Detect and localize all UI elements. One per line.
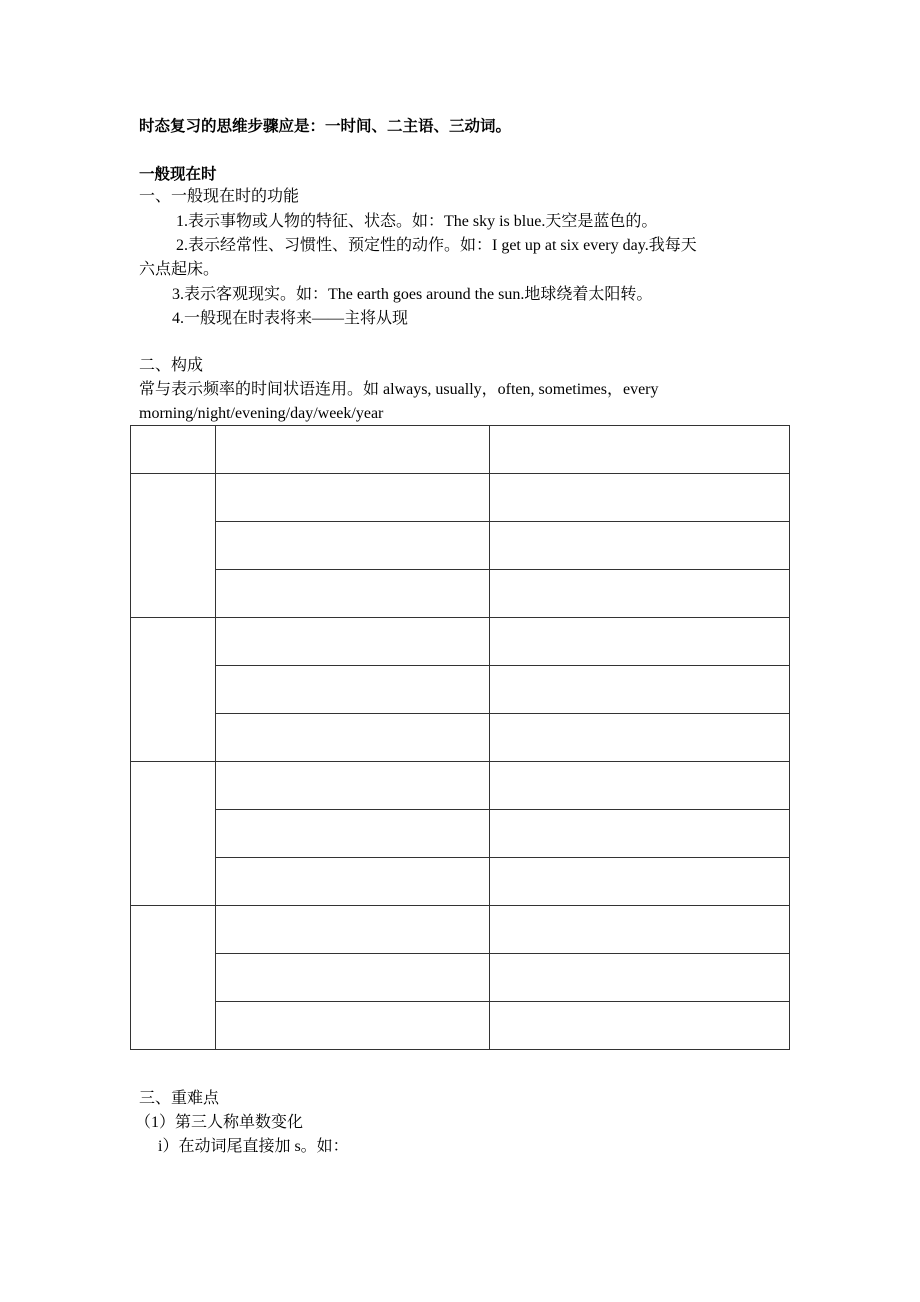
table-row <box>131 666 790 714</box>
part2-heading: 二、构成 <box>139 357 204 374</box>
table-cell <box>216 618 490 666</box>
part3-sub1-i: i）在动词尾直接加 s。如： <box>158 1138 349 1155</box>
table-cell <box>490 1002 790 1050</box>
table-cell <box>490 522 790 570</box>
part2-text-line2: morning/night/evening/day/week/year <box>139 405 384 422</box>
table-cell <box>216 762 490 810</box>
table-cell-group <box>131 618 216 762</box>
table-cell <box>490 954 790 1002</box>
table-row <box>131 474 790 522</box>
table-cell <box>490 858 790 906</box>
table-row <box>131 906 790 954</box>
table-cell <box>216 714 490 762</box>
part1-heading: 一、一般现在时的功能 <box>139 188 300 205</box>
part1-item-2: 2.表示经常性、习惯性、预定性的动作。如：I get up at six every day.我每天 <box>176 237 697 254</box>
table-row <box>131 858 790 906</box>
page-title: 时态复习的思维步骤应是：一时间、二主语、三动词。 <box>139 117 512 135</box>
table-row <box>131 522 790 570</box>
table-cell-group <box>131 474 216 618</box>
table-cell <box>490 570 790 618</box>
table-cell <box>216 906 490 954</box>
table-row <box>131 954 790 1002</box>
table-cell <box>216 474 490 522</box>
table-row <box>131 426 790 474</box>
table-cell-group <box>131 762 216 906</box>
table-cell <box>216 858 490 906</box>
part3-heading: 三、重难点 <box>139 1090 220 1107</box>
table-row <box>131 714 790 762</box>
table-cell-group <box>131 906 216 1050</box>
table-row <box>131 810 790 858</box>
table-row <box>131 618 790 666</box>
table-row <box>131 1002 790 1050</box>
table-cell <box>131 426 216 474</box>
table-cell <box>216 522 490 570</box>
table-cell <box>490 474 790 522</box>
table-cell <box>216 1002 490 1050</box>
table-row <box>131 762 790 810</box>
table-cell <box>216 426 490 474</box>
table-cell <box>490 714 790 762</box>
table-row <box>131 570 790 618</box>
table-cell <box>490 618 790 666</box>
part1-item-2-cont: 六点起床。 <box>139 261 220 278</box>
table-cell <box>490 762 790 810</box>
table-cell <box>490 666 790 714</box>
part1-item-3: 3.表示客观现实。如：The earth goes around the sun.地球绕着太阳转。 <box>172 286 653 303</box>
table-cell <box>490 810 790 858</box>
table-cell <box>490 426 790 474</box>
part2-text-line1: 常与表示频率的时间状语连用。如 always, usually，often, sometimes，every <box>139 381 659 398</box>
table-cell <box>490 906 790 954</box>
structure-table <box>130 425 790 1050</box>
table-cell <box>216 666 490 714</box>
part1-item-4: 4.一般现在时表将来——主将从现 <box>172 310 409 327</box>
table-cell <box>216 954 490 1002</box>
table-cell <box>216 810 490 858</box>
section-heading: 一般现在时 <box>139 165 217 183</box>
table-cell <box>216 570 490 618</box>
part1-item-1: 1.表示事物或人物的特征、状态。如：The sky is blue.天空是蓝色的。 <box>176 213 658 230</box>
part3-sub1: （1）第三人称单数变化 <box>135 1114 304 1131</box>
